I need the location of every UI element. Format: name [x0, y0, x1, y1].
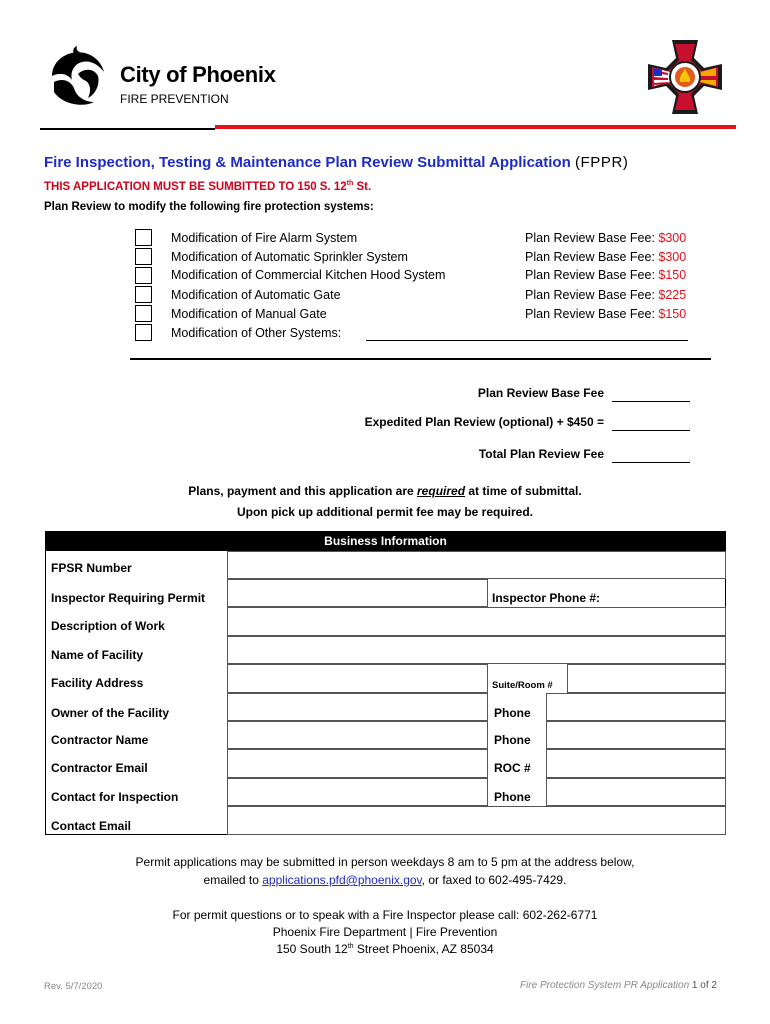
fee-value: $225 — [658, 288, 687, 302]
fee-prefix: Plan Review Base Fee: — [525, 231, 659, 245]
fpsr-number-field[interactable] — [227, 551, 726, 579]
address-line — [0, 942, 770, 956]
label-roc: ROC # — [494, 761, 531, 775]
label-contact-for-inspection: Contact for Inspection — [51, 790, 179, 804]
contractor-phone-field[interactable] — [546, 721, 726, 749]
checkbox-other-systems[interactable] — [135, 324, 152, 341]
fee-prefix: Plan Review Base Fee: — [525, 307, 659, 321]
submission-notice — [44, 180, 371, 193]
label-suite-room: Suite/Room # — [492, 680, 553, 691]
phoenix-bird-icon — [44, 46, 106, 108]
email-link[interactable]: applications.pfd@phoenix.gov — [262, 873, 422, 887]
revision-date: Rev. 5/7/2020 — [44, 981, 103, 992]
expedited-fee-field[interactable] — [612, 430, 690, 431]
contact-phone-field[interactable] — [546, 778, 726, 806]
fee-value: $300 — [658, 250, 687, 264]
header-rule-red — [215, 125, 736, 129]
fee-prefix: Plan Review Base Fee: — [525, 250, 659, 264]
fee-value: $300 — [658, 231, 687, 245]
fee-label — [525, 288, 686, 302]
fee-prefix: Plan Review Base Fee: — [525, 268, 659, 282]
label-fpsr-number: FPSR Number — [51, 561, 132, 575]
modification-label: Modification of Automatic Gate — [171, 288, 341, 302]
facility-address-field[interactable] — [227, 664, 488, 693]
org-division: FIRE PREVENTION — [120, 92, 229, 106]
notice-text: THIS APPLICATION MUST BE SUMBITTED TO 150 S. 12 — [44, 180, 347, 193]
checkbox-manual-gate[interactable] — [135, 305, 152, 322]
label-owner-phone: Phone — [494, 706, 531, 720]
checkbox-automatic-gate[interactable] — [135, 286, 152, 303]
suite-room-field[interactable] — [567, 664, 726, 693]
org-name: City of Phoenix — [120, 62, 276, 87]
submission-contact — [0, 873, 770, 887]
doc-name: Fire Protection System PR Application — [520, 980, 690, 991]
modification-label: Modification of Other Systems: — [171, 326, 342, 340]
submittal-requirement — [0, 484, 770, 498]
page-number: 1 of 2 — [691, 980, 717, 991]
fee-prefix: Plan Review Base Fee: — [525, 288, 659, 302]
label-contact-phone: Phone — [494, 790, 531, 804]
checkbox-kitchen-hood[interactable] — [135, 267, 152, 284]
contractor-name-field[interactable] — [227, 721, 488, 749]
requirement-emphasis: required — [417, 484, 466, 498]
section-divider — [130, 358, 711, 360]
fire-department-emblem — [646, 38, 724, 116]
roc-field[interactable] — [546, 749, 726, 778]
total-fee-field[interactable] — [612, 462, 690, 463]
name-of-facility-field[interactable] — [227, 636, 726, 664]
label-contractor-name: Contractor Name — [51, 733, 149, 747]
address-text: 150 South 12 — [276, 942, 348, 956]
requirement-suffix: at time of submittal. — [465, 484, 582, 498]
checkbox-sprinkler[interactable] — [135, 248, 152, 265]
checkbox-fire-alarm[interactable] — [135, 229, 152, 246]
modification-label: Modification of Manual Gate — [171, 307, 327, 321]
fee-label — [525, 231, 686, 245]
owner-phone-field[interactable] — [546, 693, 726, 721]
label-facility-address: Facility Address — [51, 676, 144, 690]
contact-for-inspection-field[interactable] — [227, 778, 488, 806]
base-fee-field[interactable] — [612, 401, 690, 402]
owner-of-facility-field[interactable] — [227, 693, 488, 721]
notice-suffix: St. — [353, 180, 372, 193]
label-description-of-work: Description of Work — [51, 619, 165, 633]
label-contractor-email: Contractor Email — [51, 761, 148, 775]
maltese-cross-icon — [646, 38, 724, 116]
fee-label — [525, 307, 686, 321]
label-contractor-phone: Phone — [494, 733, 531, 747]
submission-methods: Permit applications may be submitted in person weekdays 8 am to 5 pm at the address below, — [135, 855, 635, 869]
notice-sup: th — [346, 180, 354, 187]
base-fee-label: Plan Review Base Fee — [477, 386, 604, 400]
label-inspector-requiring-permit: Inspector Requiring Permit — [51, 591, 206, 605]
department-line: Phoenix Fire Department | Fire Prevention — [272, 925, 498, 939]
address-sup: th — [347, 943, 354, 950]
business-info-heading: Business Information — [45, 531, 726, 551]
total-fee-label: Total Plan Review Fee — [478, 447, 604, 461]
email-prefix: emailed to — [203, 873, 263, 887]
description-of-work-field[interactable] — [227, 607, 726, 636]
form-title-text: Fire Inspection, Testing & Maintenance Plan Review Submittal Application — [44, 154, 571, 171]
modification-label: Modification of Fire Alarm System — [171, 231, 358, 245]
questions-line: For permit questions or to speak with a Fire Inspector please call: 602-262-6771 — [172, 908, 598, 922]
contact-email-field[interactable] — [227, 806, 726, 835]
page-info — [520, 980, 717, 991]
address-suffix: Street Phoenix, AZ 85034 — [353, 942, 494, 956]
label-contact-email: Contact Email — [51, 819, 132, 833]
fee-value: $150 — [658, 268, 687, 282]
form-title — [44, 154, 629, 171]
contractor-email-field[interactable] — [227, 749, 488, 778]
requirement-text: Plans, payment and this application are — [188, 484, 418, 498]
pickup-note: Upon pick up additional permit fee may be required. — [236, 505, 534, 519]
fee-label — [525, 268, 686, 282]
plan-review-subheading: Plan Review to modify the following fire protection systems: — [44, 201, 374, 213]
header-rule-black — [40, 128, 215, 130]
fee-label — [525, 250, 686, 264]
other-systems-field[interactable] — [366, 340, 688, 341]
label-name-of-facility: Name of Facility — [51, 648, 144, 662]
phoenix-logo — [44, 46, 106, 108]
label-inspector-phone: Inspector Phone #: — [492, 591, 601, 605]
label-owner-of-facility: Owner of the Facility — [51, 706, 170, 720]
expedited-fee-label: Expedited Plan Review (optional) + $450 = — [364, 415, 604, 429]
inspector-requiring-permit-field[interactable] — [227, 579, 488, 607]
form-title-code: (FPPR) — [574, 154, 629, 171]
modification-label: Modification of Automatic Sprinkler System — [171, 250, 408, 264]
fee-value: $150 — [658, 307, 687, 321]
modification-label: Modification of Commercial Kitchen Hood System — [171, 268, 446, 282]
fax-text: , or faxed to 602-495-7429. — [421, 873, 567, 887]
